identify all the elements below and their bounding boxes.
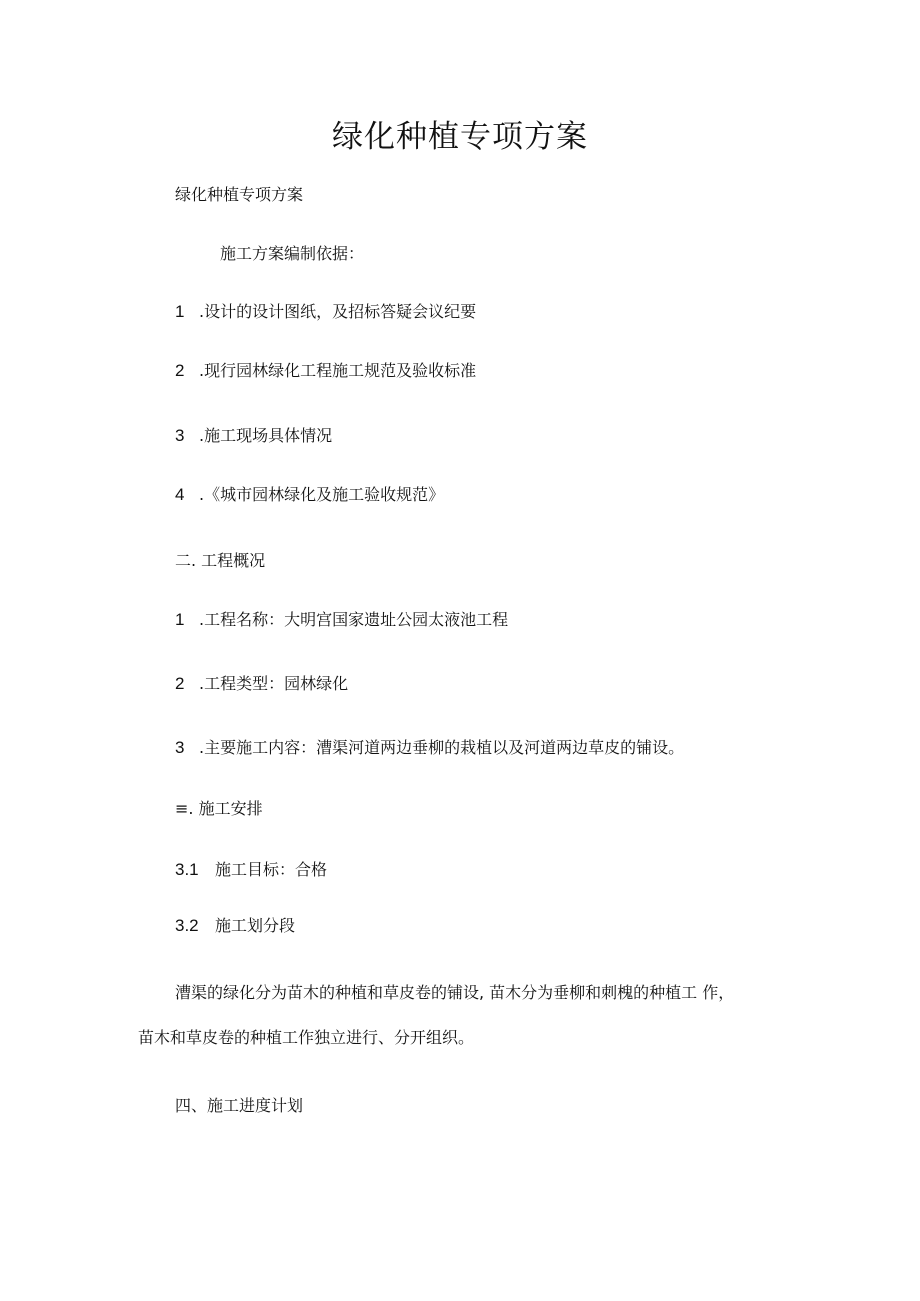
list-text: .施工现场具体情况 bbox=[199, 426, 333, 445]
list-number: 4 bbox=[175, 485, 185, 504]
list-number: 2 bbox=[175, 674, 185, 693]
list-number: 3 bbox=[175, 426, 185, 445]
section-2-heading: 二. 工程概况 bbox=[175, 551, 266, 570]
list-text: .工程类型：园林绿化 bbox=[199, 674, 349, 693]
basis-item-3 bbox=[175, 425, 332, 447]
overview-item-2 bbox=[175, 673, 348, 695]
basis-heading: 施工方案编制依据： bbox=[220, 244, 365, 263]
list-number: 1 bbox=[175, 610, 185, 629]
list-text: .主要施工内容：漕渠河道两边垂柳的栽植以及河道两边草皮的铺设。 bbox=[199, 738, 685, 757]
list-number: 3.2 bbox=[175, 916, 199, 935]
list-number: 3 bbox=[175, 738, 185, 757]
arrangement-item-3-2 bbox=[175, 915, 295, 937]
basis-item-1 bbox=[175, 301, 476, 323]
list-text: .设计的设计图纸，及招标答疑会议纪要 bbox=[199, 302, 477, 321]
document-subtitle: 绿化种植专项方案 bbox=[175, 185, 304, 204]
list-text: 施工目标：合格 bbox=[215, 860, 328, 879]
section-4-heading: 四、施工进度计划 bbox=[175, 1096, 304, 1115]
section-3-heading: ≡. 施工安排 bbox=[175, 799, 263, 818]
paragraph-line-2: 苗木和草皮卷的种植工作独立进行、分开组织。 bbox=[138, 1028, 475, 1047]
basis-item-2 bbox=[175, 360, 476, 382]
basis-item-4 bbox=[175, 484, 444, 506]
list-number: 2 bbox=[175, 361, 185, 380]
list-text: .《城市园林绿化及施工验收规范》 bbox=[199, 485, 445, 504]
paragraph-line-1: 漕渠的绿化分为苗木的种植和草皮卷的铺设, 苗木分为垂柳和刺槐的种植工 作， bbox=[175, 983, 735, 1002]
overview-item-1 bbox=[175, 609, 508, 631]
list-text: .工程名称：大明宫国家遗址公园太液池工程 bbox=[199, 610, 509, 629]
document-title: 绿化种植专项方案 bbox=[332, 119, 588, 155]
overview-item-3 bbox=[175, 737, 684, 759]
list-number: 3.1 bbox=[175, 860, 199, 879]
list-number: 1 bbox=[175, 302, 185, 321]
list-text: .现行园林绿化工程施工规范及验收标准 bbox=[199, 361, 477, 380]
list-text: 施工划分段 bbox=[215, 916, 296, 935]
arrangement-item-3-1 bbox=[175, 859, 327, 881]
